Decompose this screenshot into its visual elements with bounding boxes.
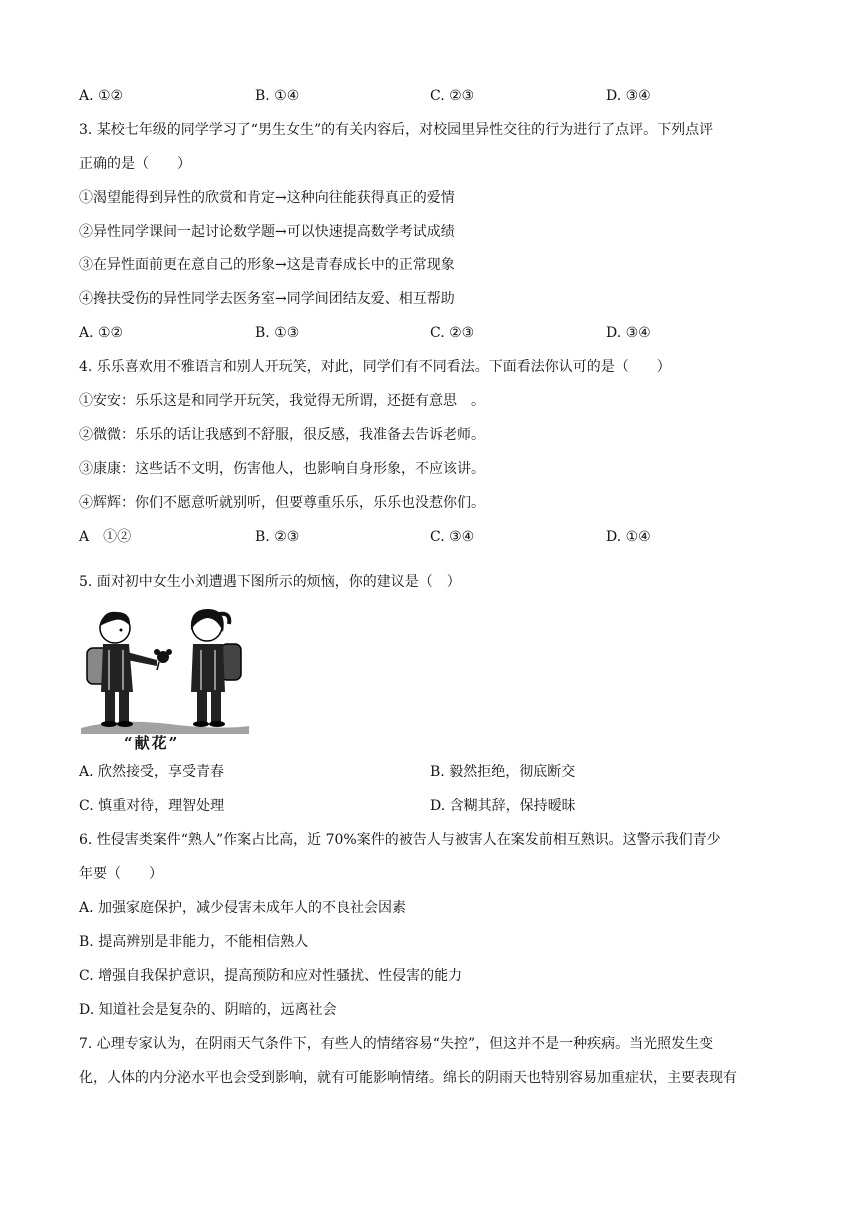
q2-option-d[interactable]: D. ③④: [606, 88, 651, 104]
q2-option-a[interactable]: A. ①②: [79, 88, 124, 104]
q6-stem-line1: 6. 性侵害类案件“熟人”作案占比高，近 70%案件的被告人与被害人在案发前相互熟识。这警示我们青少: [79, 832, 721, 848]
q4-option-b[interactable]: B. ②③: [255, 529, 300, 545]
q6-option-c[interactable]: C. 增强自我保护意识，提高预防和应对性骚扰、性侵害的能力: [79, 968, 463, 984]
q6-option-b[interactable]: B. 提高辨别是非能力，不能相信熟人: [79, 934, 309, 950]
q6-stem-line2: 年要（ ）: [79, 866, 163, 882]
q3-option-b[interactable]: B. ①③: [255, 325, 300, 341]
q3-option-a[interactable]: A. ①②: [79, 325, 124, 341]
q7-stem-line1: 7. 心理专家认为，在阴雨天气条件下，有些人的情绪容易“失控”，但这并不是一种疾病。当光照发生变: [79, 1036, 714, 1052]
q5-option-d[interactable]: D. 含糊其辞，保持暧昧: [430, 798, 576, 814]
q5-option-a[interactable]: A. 欣然接受，享受青春: [79, 764, 225, 780]
q3-stem-line1: 3. 某校七年级的同学学习了“男生女生”的有关内容后，对校园里异性交往的行为进行了点评。下列点评: [79, 122, 714, 138]
q3-option-c[interactable]: C. ②③: [430, 325, 475, 341]
q5-illustration: [79, 600, 251, 760]
q5-option-b[interactable]: B. 毅然拒绝，彻底断交: [430, 764, 576, 780]
q3-item-3: ③在异性面前更在意自己的形象→这是青春成长中的正常现象: [79, 257, 455, 273]
q3-options: [79, 324, 779, 342]
q4-option-a[interactable]: A ①②: [79, 529, 132, 545]
q7-stem-line2: 化，人体的内分泌水平也会受到影响，就有可能影响情绪。绵长的阴雨天也特别容易加重症状，主要表现有: [79, 1070, 737, 1086]
q3-option-d[interactable]: D. ③④: [606, 325, 651, 341]
q4-item-1: ①安安：乐乐这是和同学开玩笑，我觉得无所谓，还挺有意思 。: [79, 393, 485, 409]
q4-item-4: ④辉辉：你们不愿意听就别听，但要尊重乐乐，乐乐也没惹你们。: [79, 495, 485, 511]
q5-stem: 5. 面对初中女生小刘遭遇下图所示的烦恼，你的建议是（ ）: [79, 574, 461, 590]
q4-item-2: ②微微：乐乐的话让我感到不舒服，很反感，我准备去告诉老师。: [79, 427, 485, 443]
q4-option-d[interactable]: D. ①④: [606, 529, 651, 545]
q3-stem-line2: 正确的是（ ）: [79, 156, 191, 172]
q3-item-1: ①渴望能得到异性的欣赏和肯定→这种向往能获得真正的爱情: [79, 190, 455, 206]
q5-options-row2: [79, 797, 779, 815]
q2-options: [79, 87, 779, 105]
q4-option-c[interactable]: C. ③④: [430, 529, 475, 545]
q3-item-2: ②异性同学课间一起讨论数学题→可以快速提高数学考试成绩: [79, 224, 455, 240]
q4-options: [79, 528, 779, 546]
q5-option-c[interactable]: C. 慎重对待，理智处理: [79, 798, 225, 814]
q6-option-a[interactable]: A. 加强家庭保护，减少侵害未成年人的不良社会因素: [79, 900, 407, 916]
flower-offering-illustration: [79, 600, 251, 740]
q5-options-row1: [79, 763, 779, 781]
q2-option-c[interactable]: C. ②③: [430, 88, 475, 104]
q3-item-4: ④搀扶受伤的异性同学去医务室→同学间团结友爱、相互帮助: [79, 291, 455, 307]
q4-stem: 4. 乐乐喜欢用不雅语言和别人开玩笑，对此，同学们有不同看法。下面看法你认可的是（ ）: [79, 359, 671, 375]
q5-figure-caption: “献花”: [124, 734, 180, 752]
q2-option-b[interactable]: B. ①④: [255, 88, 300, 104]
q4-item-3: ③康康：这些话不文明，伤害他人，也影响自身形象，不应该讲。: [79, 461, 485, 477]
q6-option-d[interactable]: D. 知道社会是复杂的、阴暗的，远离社会: [79, 1002, 337, 1018]
